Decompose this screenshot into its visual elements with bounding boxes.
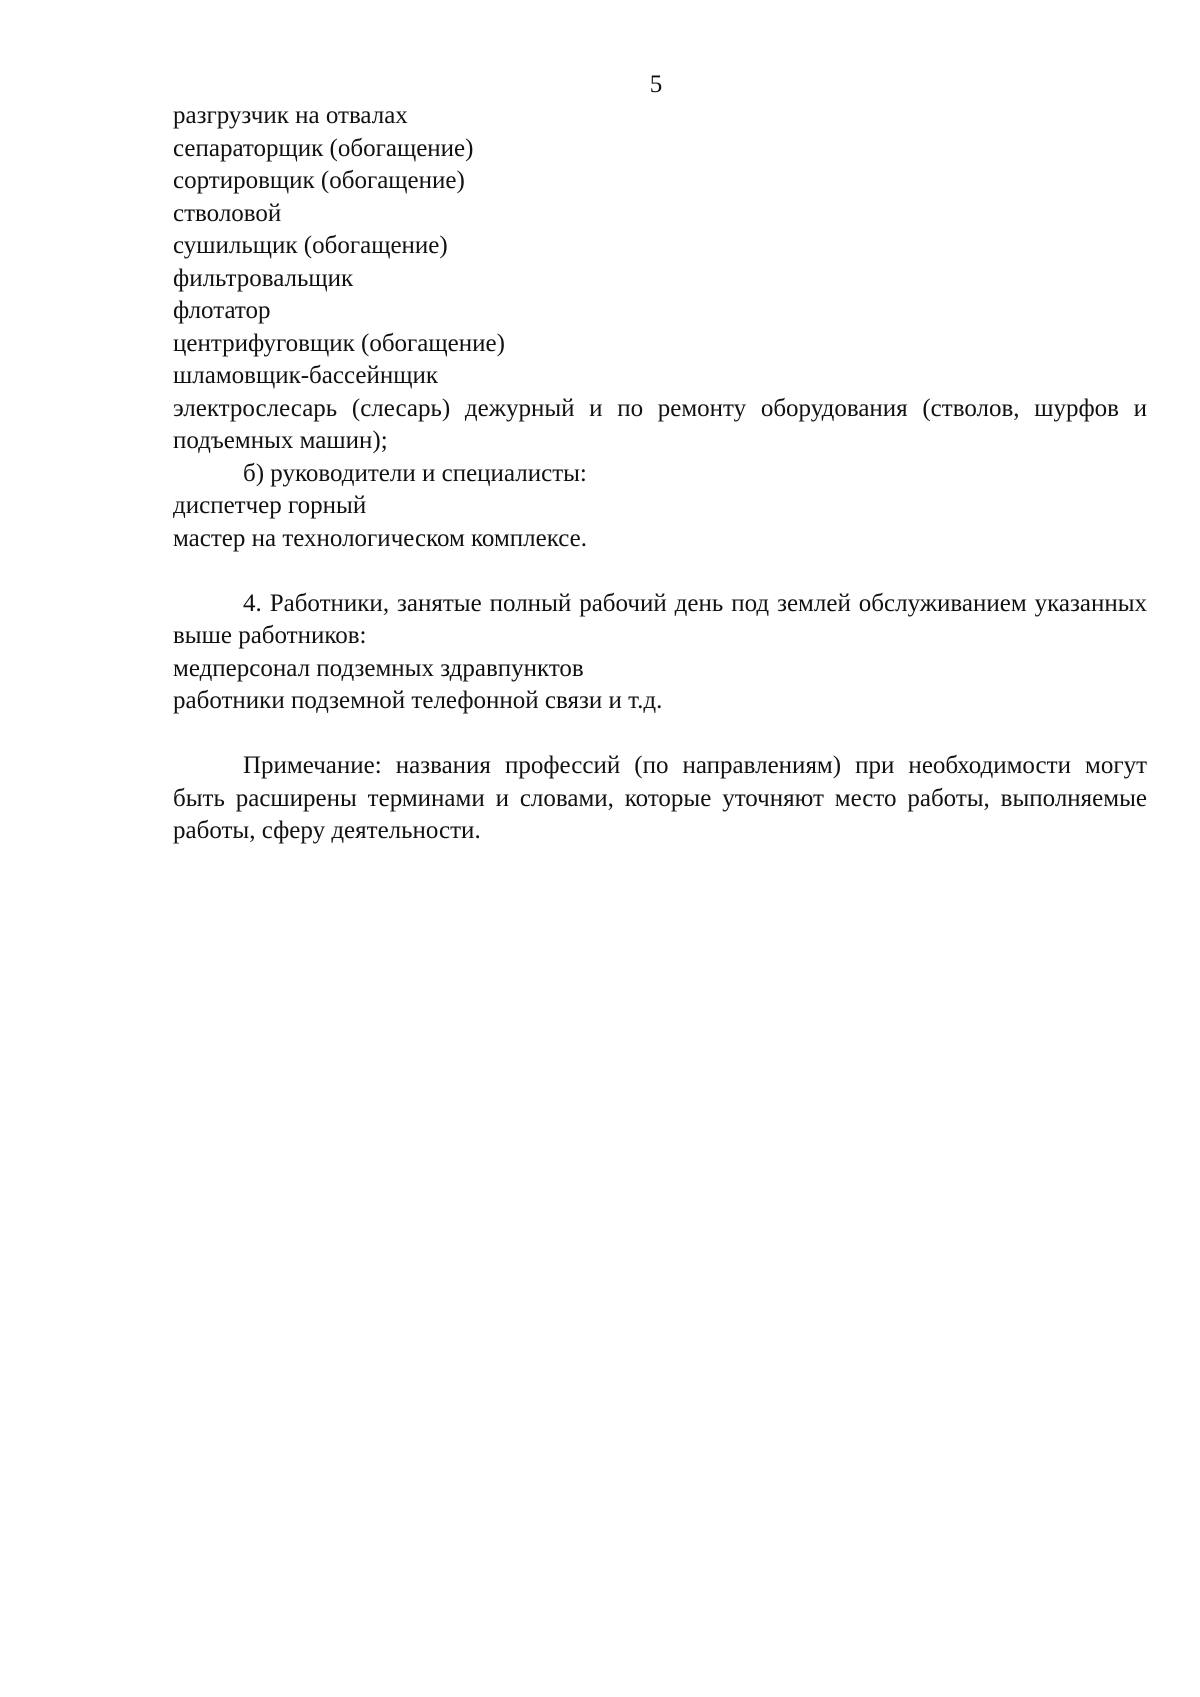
- list-item: флотатор: [173, 297, 271, 324]
- list-item: мастер на технологическом комплексе.: [173, 524, 587, 552]
- list-item: шламовщик-бассейнщик: [173, 362, 438, 389]
- section-heading: б) руководители и специалисты:: [243, 459, 587, 487]
- list-item: медперсонал подземных здравпунктов: [173, 654, 584, 682]
- section-4: [173, 588, 1147, 718]
- list-item: стволовой: [173, 199, 282, 227]
- list-item: сепараторщик (обогащение): [173, 134, 474, 162]
- list-item: сортировщик (обогащение): [173, 167, 465, 194]
- spacer: [173, 718, 1147, 751]
- list-item: сушильщик (обогащение): [173, 232, 448, 259]
- managers-section: [173, 458, 1147, 556]
- list-item: фильтровальщик: [173, 264, 354, 292]
- profession-list: [173, 100, 1147, 458]
- document-body: [173, 100, 1147, 848]
- spacer: [173, 555, 1147, 588]
- section-4-paragraph: 4. Работники, занятые полный рабочий день под землей обслуживанием указанных выше работников:: [173, 589, 1147, 649]
- list-item: диспетчер горный: [173, 492, 367, 519]
- list-item: центрифуговщик (обогащение): [173, 329, 505, 357]
- list-item: разгрузчик на отвалах: [173, 102, 408, 129]
- list-item-electrician: электрослесарь (слесарь) дежурный и по ремонту оборудования (стволов, шурфов и подъемных машин);: [173, 394, 1147, 454]
- page-number: 5: [649, 71, 663, 98]
- note-paragraph: Примечание: названия профессий (по направлениям) при необходимости могут быть расширены терминами и словами, которые уточняют место работы, выполняемые работы, сферу деятельности.: [173, 752, 1147, 844]
- list-item: работники подземной телефонной связи и т.д.: [173, 687, 663, 714]
